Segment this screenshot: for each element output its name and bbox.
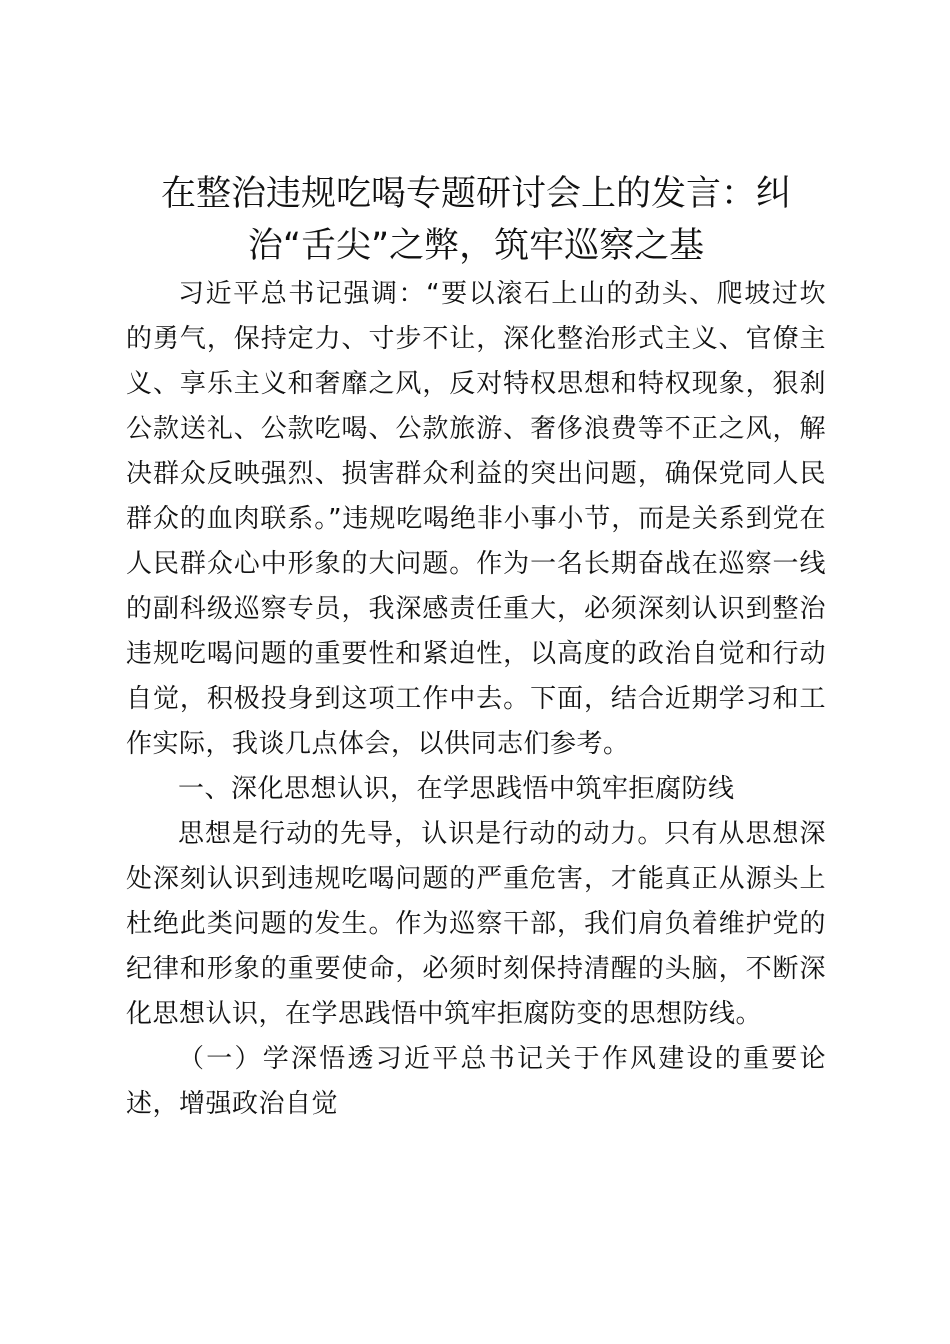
section-paragraph-1: 思想是行动的先导，认识是行动的动力。只有从思想深处深刻认识到违规吃喝问题的严重危害，才能真正从源头上杜绝此类问题的发生。作为巡察干部，我们肩负着维护党的纪律和形象的重要使命，必须时刻保持清醒的头脑，不断深化思想认识，在学思践悟中筑牢拒腐防变的思想防线。	[126, 819, 826, 1029]
subsection-heading-1: （一）学深悟透习近平总书记关于作风建设的重要论述，增强政治自觉	[126, 1044, 826, 1119]
title-line-1: 在整治违规吃喝专题研讨会上的发言：纠	[160, 174, 791, 214]
intro-paragraph: 习近平总书记强调：“要以滚石上山的劲头、爬坡过坎的勇气，保持定力、寸步不让，深化整治形式主义、官僚主义、享乐主义和奢靡之风，反对特权思想和特权现象，狠刹公款送礼、公款吃喝、公款旅游、奢侈浪费等不正之风，解决群众反映强烈、损害群众利益的突出问题，确保党同人民群众的血肉联系。”违规吃喝绝非小事小节，而是关系到党在人民群众心中形象的大问题。作为一名长期奋战在巡察一线的副科级巡察专员，我深感责任重大，必须深刻认识到整治违规吃喝问题的重要性和紧迫性，以高度的政治自觉和行动自觉，积极投身到这项工作中去。下面，结合近期学习和工作实际，我谈几点体会，以供同志们参考。	[126, 279, 826, 759]
document-body	[126, 168, 826, 1127]
section-heading-1: 一、深化思想认识，在学思践悟中筑牢拒腐防线	[178, 774, 735, 804]
title-line-2: 治“舌尖”之弊，筑牢巡察之基	[247, 226, 705, 266]
document-title	[126, 168, 826, 272]
